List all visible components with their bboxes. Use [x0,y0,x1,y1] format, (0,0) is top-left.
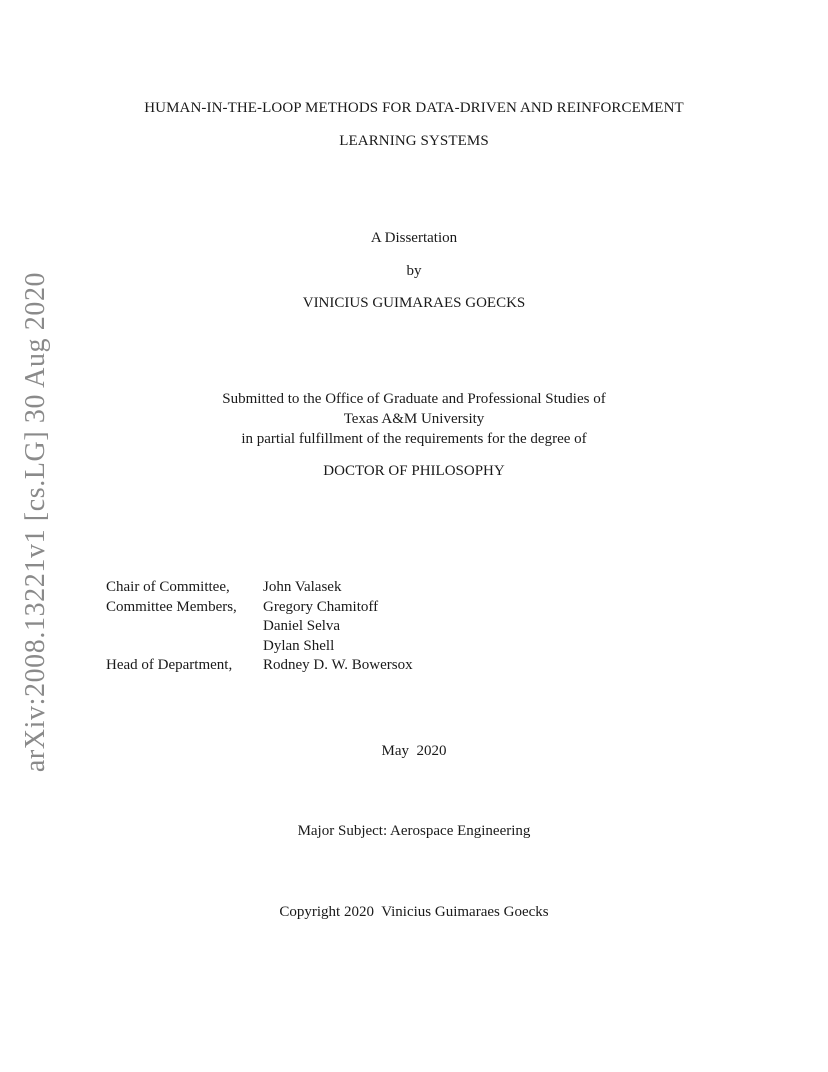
committee-row [106,617,413,637]
committee-member-name: Dylan Shell [263,637,335,654]
by-label: by [406,263,422,279]
committee-member-name: Daniel Selva [263,618,341,634]
committee-row [106,637,413,657]
degree-name: DOCTOR OF PHILOSOPHY [323,463,505,479]
title-line-1: HUMAN-IN-THE-LOOP METHODS FOR DATA-DRIVEN AND REINFORCEMENT [144,100,684,116]
committee-member-name: John Valasek [263,579,342,595]
document-type: A Dissertation [370,230,458,246]
committee-row [106,578,413,598]
committee-row [106,656,413,676]
committee-list [106,578,413,676]
committee-role [106,617,263,637]
committee-role: Head of Department, [106,657,233,673]
submission-line-2: Texas A&M University [343,411,485,427]
copyright-notice: Copyright 2020 Vinicius Guimaraes Goecks [279,904,549,920]
committee-role: Chair of Committee, [106,579,230,595]
committee-member-name: Rodney D. W. Bowersox [263,657,413,673]
committee-row [106,598,413,618]
title-line-2: LEARNING SYSTEMS [339,133,489,149]
major-subject: Major Subject: Aerospace Engineering [297,823,531,839]
author-name: VINICIUS GUIMARAES GOECKS [302,295,526,311]
committee-member-name: Gregory Chamitoff [263,598,379,615]
committee-role: Committee Members, [106,598,237,615]
submission-line-3: in partial fulfillment of the requirements for the degree of [241,431,587,447]
submission-line-1: Submitted to the Office of Graduate and Professional Studies of [222,391,606,407]
committee-role [106,637,263,657]
arxiv-identifier[interactable]: arXiv:2008.13221v1 [cs.LG] 30 Aug 2020 [20,271,51,773]
submission-date: May 2020 [381,743,447,759]
